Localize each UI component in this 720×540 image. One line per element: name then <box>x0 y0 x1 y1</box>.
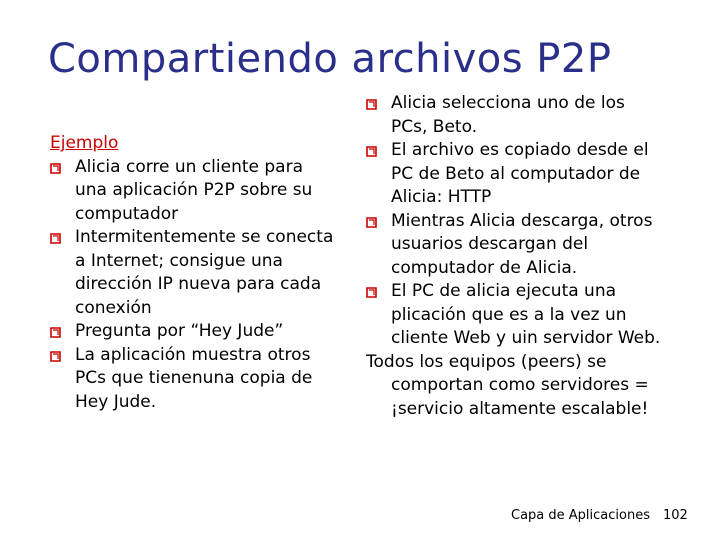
bullet-text: Alicia selecciona uno de los PCs, Beto. <box>391 93 625 137</box>
list-item <box>50 344 340 415</box>
list-item <box>50 156 340 227</box>
list-item <box>366 139 666 210</box>
bullet-text: La aplicación muestra otros PCs que tienenuna copia de Hey Jude. <box>75 344 313 412</box>
bullet-icon <box>366 146 377 157</box>
left-column <box>50 132 340 414</box>
list-item <box>366 280 666 351</box>
footer-section-label: Capa de Aplicaciones <box>511 508 650 523</box>
bullet-text: El PC de alicia ejecuta una plicación que es a la vez un cliente Web y uin servidor Web. <box>391 281 661 348</box>
bullet-text: Intermitentemente se conecta a Internet; consigue una dirección IP nueva para cada conexión <box>75 227 334 318</box>
list-item <box>50 320 340 344</box>
bullet-text: Alicia corre un cliente para una aplicación P2P sobre su computador <box>75 156 313 224</box>
right-bullet-list <box>366 92 666 351</box>
list-item <box>366 92 666 139</box>
bullet-text: El archivo es copiado desde el PC de Beto al computador de Alicia: HTTP <box>391 140 649 207</box>
list-item <box>50 226 340 320</box>
left-bullet-list <box>50 156 340 415</box>
slide-title: Compartiendo archivos P2P <box>48 36 612 82</box>
bullet-icon <box>366 217 377 228</box>
bullet-icon <box>366 99 377 110</box>
bullet-icon <box>366 287 377 298</box>
bullet-icon <box>50 351 61 362</box>
page-number: 102 <box>663 508 688 523</box>
bullet-text: Mientras Alicia descarga, otros usuarios descargan del computador de Alicia. <box>391 210 653 278</box>
bullet-text: Pregunta por “Hey Jude” <box>75 321 284 341</box>
list-item <box>366 210 666 281</box>
right-column <box>366 92 666 421</box>
bullet-icon <box>50 163 61 174</box>
summary-paragraph: Todos los equipos (peers) se comportan como servidores = ¡servicio altamente escalable! <box>366 351 649 419</box>
bullet-icon <box>50 233 61 244</box>
example-heading: Ejemplo <box>50 133 119 153</box>
bullet-icon <box>50 327 61 338</box>
